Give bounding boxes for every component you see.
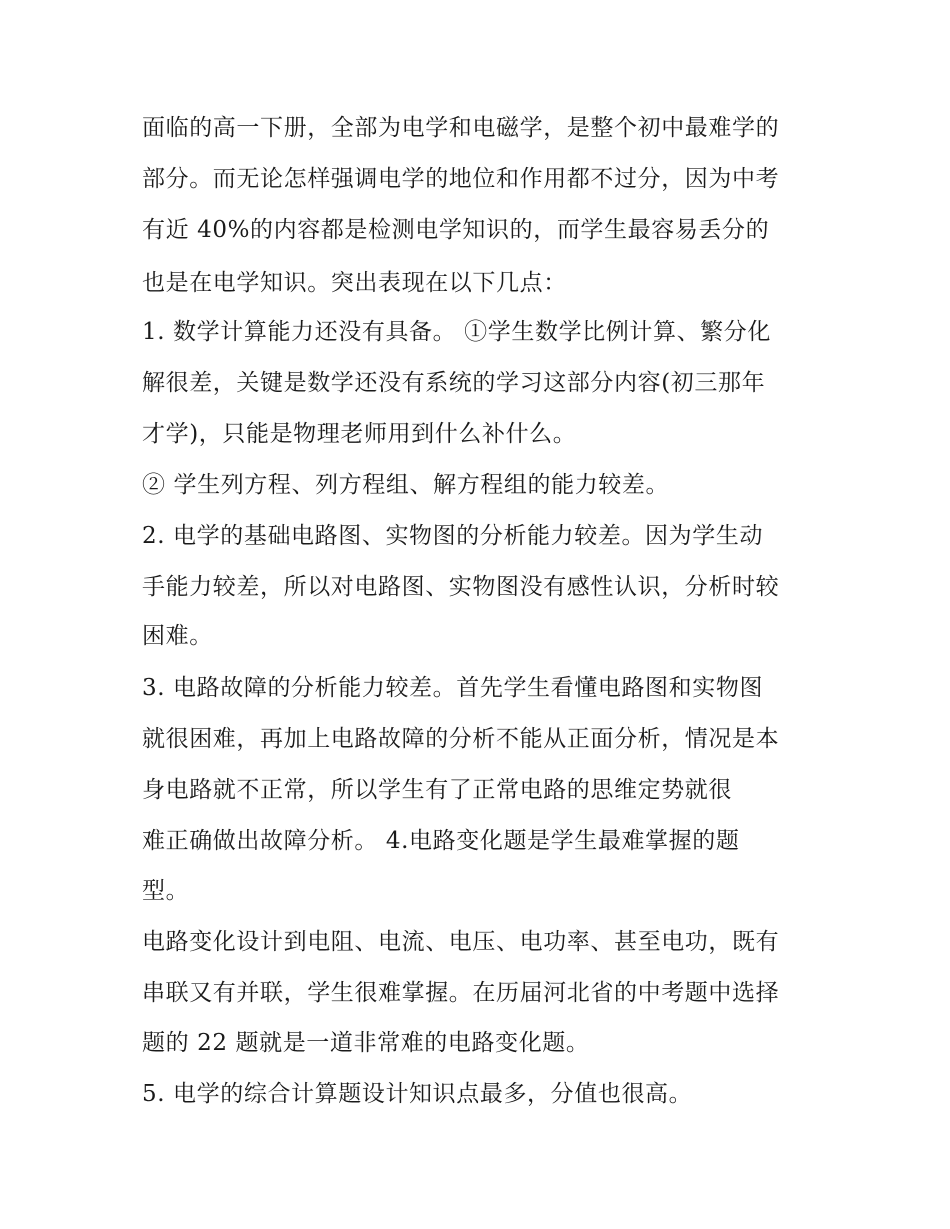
text-line-11: 困难。 <box>142 623 213 649</box>
text-line-16: 型。 <box>142 878 190 904</box>
text-line-17: 电路变化设计到电阻、电流、电压、电功率、甚至电功，既有 <box>142 929 780 955</box>
text-line-15: 难正确做出故障分析。 4.电路变化题是学生最难掌握的题 <box>142 828 740 854</box>
text-line-12: 3. 电路故障的分析能力较差。首先学生看懂电路图和实物图 <box>142 675 764 701</box>
text-line-8: ② 学生列方程、列方程组、解方程组的能力较差。 <box>142 472 670 498</box>
text-line-4: 也是在电学知识。突出表现在以下几点： <box>142 270 567 296</box>
text-line-20: 5. 电学的综合计算题设计知识点最多，分值也很高。 <box>142 1081 693 1107</box>
text-line-13: 就很困难，再加上电路故障的分析不能从正面分析，情况是本 <box>142 726 780 752</box>
text-line-19: 题的 22 题就是一道非常难的电路变化题。 <box>142 1030 590 1056</box>
text-line-14: 身电路就不正常，所以学生有了正常电路的思维定势就很 <box>142 777 732 803</box>
text-line-2: 部分。而无论怎样强调电学的地位和作用都不过分，因为中考 <box>142 166 780 192</box>
text-line-18: 串联又有并联，学生很难掌握。在历届河北省的中考题中选择 <box>142 980 780 1006</box>
text-line-7: 才学)，只能是物理老师用到什么补什么。 <box>142 421 577 447</box>
text-line-6: 解很差，关键是数学还没有系统的学习这部分内容(初三那年 <box>142 370 766 396</box>
text-line-10: 手能力较差，所以对电路图、实物图没有感性认识，分析时较 <box>142 574 780 600</box>
text-line-9: 2. 电学的基础电路图、实物图的分析能力较差。因为学生动 <box>142 523 764 549</box>
text-line-5: 1. 数学计算能力还没有具备。 ①学生数学比例计算、繁分化 <box>142 319 771 345</box>
text-line-1: 面临的高一下册，全部为电学和电磁学，是整个初中最难学的 <box>142 115 780 141</box>
text-line-3: 有近 40%的内容都是检测电学知识的，而学生最容易丢分的 <box>142 217 770 243</box>
